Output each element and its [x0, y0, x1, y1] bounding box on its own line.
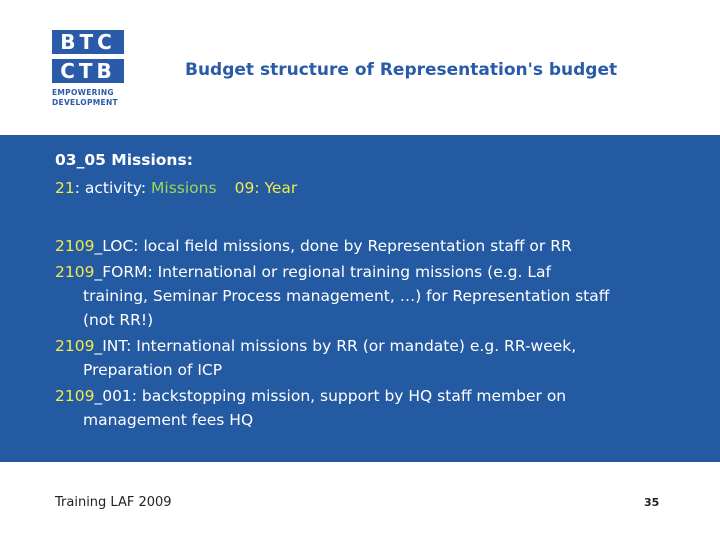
item-text: _INT: International missions by RR (or mandate) e.g. RR-week,: [94, 337, 577, 355]
list-item-loc: [55, 234, 695, 258]
item-text-cont: management fees HQ: [83, 411, 254, 429]
item-text-cont: training, Seminar Process management, …) for Representation staff: [83, 287, 610, 305]
activity-line: [55, 176, 297, 200]
item-code: 2109: [55, 237, 95, 255]
activity-value: Missions: [151, 179, 217, 197]
item-text-cont: Preparation of ICP: [83, 361, 223, 379]
item-text: _FORM: International or regional training missions (e.g. Laf: [94, 263, 551, 281]
item-text: _LOC: local field missions, done by Representation staff or RR: [94, 237, 572, 255]
footer-text: Training LAF 2009: [55, 495, 172, 510]
activity-code: 21: [55, 179, 75, 197]
list-item-form: [55, 260, 695, 332]
content-panel: [0, 135, 720, 462]
activity-label: : activity:: [74, 179, 152, 197]
item-text-cont: (not RR!): [83, 311, 154, 329]
logo-btc-block: BTC: [52, 30, 124, 54]
logo-ctb-block: CTB: [52, 59, 124, 83]
page-number: 35: [644, 496, 660, 509]
year-code: 09: [234, 179, 255, 197]
btc-ctb-logo: [52, 30, 124, 108]
list-item-001: [55, 384, 695, 432]
year-label: : Year: [254, 179, 298, 197]
item-code: 2109: [55, 263, 95, 281]
slide-title: Budget structure of Representation's budget: [185, 60, 618, 80]
section-heading: 03_05 Missions:: [55, 151, 193, 169]
list-item-int: [55, 334, 695, 382]
item-code: 2109: [55, 337, 95, 355]
logo-tagline-1: EMPOWERING: [52, 88, 114, 97]
item-text: _001: backstopping mission, support by HQ staff member on: [94, 387, 567, 405]
item-code: 2109: [55, 387, 95, 405]
logo-tagline-2: DEVELOPMENT: [52, 98, 118, 107]
mission-list: [55, 234, 695, 434]
